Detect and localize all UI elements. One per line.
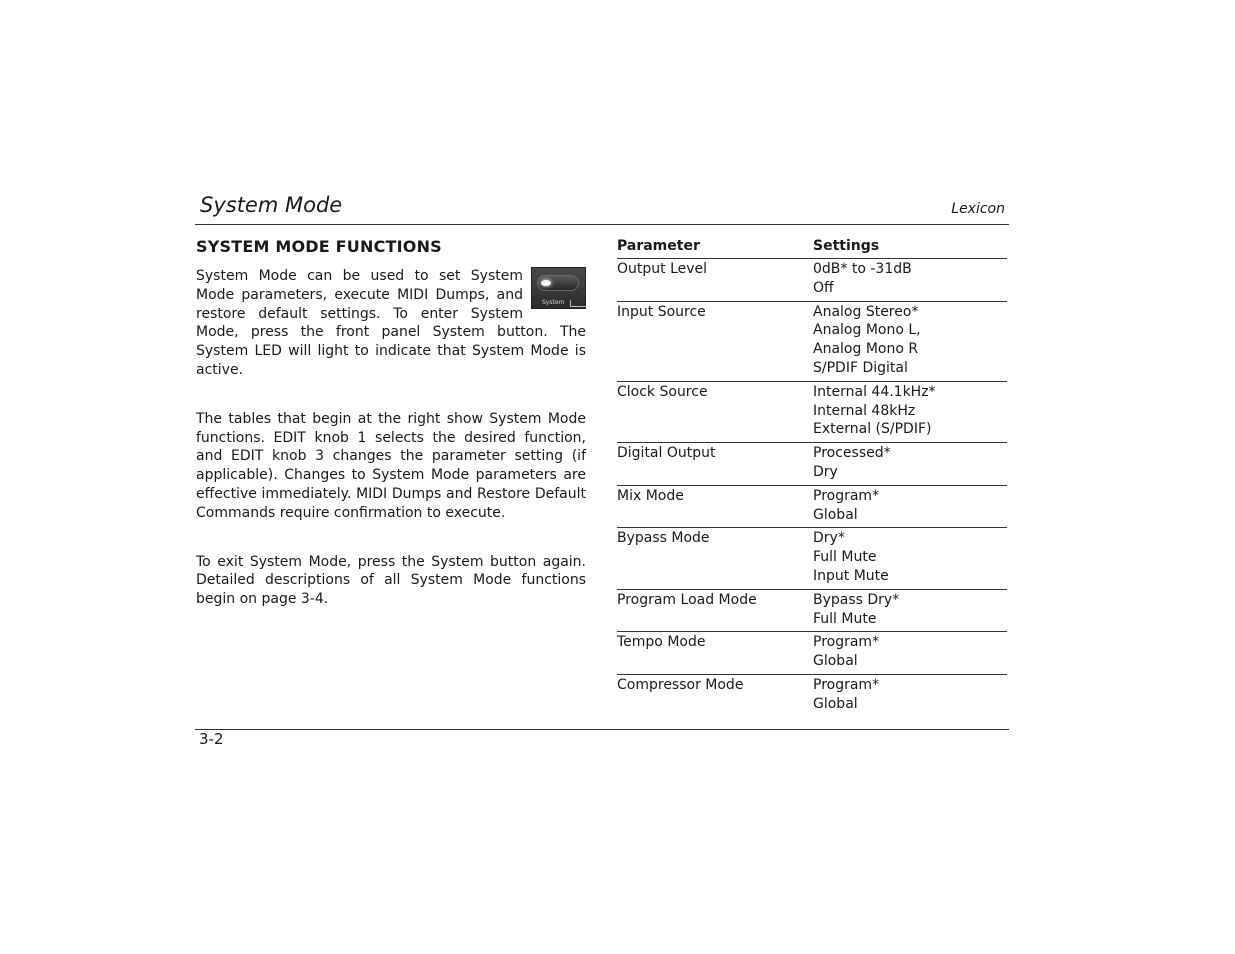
settings-list [813, 383, 1007, 439]
settings-cell [813, 383, 1007, 439]
settings-cell [813, 591, 1007, 629]
settings-list [813, 260, 1007, 298]
table-row [617, 443, 1007, 486]
section-heading: SYSTEM MODE FUNCTIONS [196, 237, 442, 256]
setting-option: S/PDIF Digital [813, 359, 908, 376]
settings-list [813, 633, 1007, 671]
table-row [617, 528, 1007, 589]
settings-cell [813, 260, 1007, 298]
parameter-name: Mix Mode [617, 487, 684, 504]
button-label: System [542, 299, 565, 306]
setting-option: External (S/PDIF) [813, 421, 932, 438]
setting-option: Global [813, 506, 858, 523]
table-row [617, 486, 1007, 529]
led-icon [541, 280, 551, 286]
brand-name: Lexicon [951, 201, 1005, 217]
setting-option: Program* [813, 487, 880, 504]
intro-paragraph [196, 267, 586, 380]
setting-option: Input Mute [813, 567, 889, 584]
setting-option: Internal 48kHz [813, 402, 916, 419]
table-header [617, 235, 1007, 259]
settings-list [813, 676, 1007, 714]
table-row [617, 675, 1007, 717]
setting-option: Bypass Dry* [813, 591, 900, 608]
bracket-icon [570, 300, 586, 307]
settings-list [813, 444, 1007, 482]
page-title: System Mode [200, 193, 343, 217]
setting-option: Global [813, 695, 858, 712]
setting-option: Full Mute [813, 610, 877, 627]
exit-paragraph: To exit System Mode, press the System button again. Detailed descriptions of all System Mode functions begin on page 3-4. [196, 553, 586, 608]
setting-option: Program* [813, 634, 880, 651]
parameter-name: Program Load Mode [617, 591, 757, 608]
table-row [617, 259, 1007, 302]
header-parameter: Parameter [617, 238, 700, 254]
setting-option: Analog Stereo* [813, 303, 919, 320]
tables-paragraph: The tables that begin at the right show System Mode functions. EDIT knob 1 selects the desired function, and EDIT knob 3 changes the parameter setting (if applicable). Changes to System Mode parameters are effective immediately. MIDI Dumps and Restore Default Commands require confirmation to execute. [196, 410, 586, 521]
settings-cell [813, 633, 1007, 671]
system-button-image [531, 267, 586, 309]
settings-cell [813, 676, 1007, 714]
settings-list [813, 529, 1007, 585]
settings-list [813, 591, 1007, 629]
table-row [617, 590, 1007, 633]
parameter-name: Clock Source [617, 383, 708, 400]
settings-list [813, 303, 1007, 378]
setting-option: Full Mute [813, 549, 877, 566]
setting-option: Processed* [813, 445, 891, 462]
parameter-name: Output Level [617, 261, 708, 277]
setting-option: Global [813, 653, 858, 670]
setting-option: Internal 44.1kHz* [813, 383, 936, 400]
table-row [617, 382, 1007, 443]
settings-cell [813, 303, 1007, 378]
setting-option: Analog Mono L, [813, 322, 921, 339]
parameter-name: Compressor Mode [617, 676, 744, 693]
setting-option: Analog Mono R [813, 341, 919, 358]
table-row [617, 632, 1007, 675]
settings-cell [813, 487, 1007, 525]
settings-list [813, 487, 1007, 525]
header-rule [195, 224, 1009, 225]
setting-option: 0dB* to -31dB [813, 261, 912, 277]
setting-option: Dry [813, 463, 838, 480]
settings-table [617, 235, 1007, 717]
table-body [617, 259, 1007, 717]
intro-text: System Mode can be used to set System Mode parameters, execute MIDI Dumps, and restore default settings. To enter System Mode, press the front panel System button. The System LED will light to indicate that System Mode is active. [196, 268, 586, 378]
setting-option: Dry* [813, 530, 845, 547]
left-column [196, 234, 586, 609]
parameter-name: Tempo Mode [617, 634, 706, 651]
header-settings: Settings [813, 238, 880, 254]
settings-cell [813, 529, 1007, 585]
footer-rule [195, 729, 1009, 730]
page-number: 3-2 [199, 730, 224, 748]
parameter-name: Input Source [617, 303, 706, 320]
parameter-name: Digital Output [617, 445, 716, 462]
settings-cell [813, 444, 1007, 482]
table-row [617, 302, 1007, 382]
setting-option: Program* [813, 676, 880, 693]
setting-option: Off [813, 279, 834, 296]
parameter-name: Bypass Mode [617, 530, 710, 547]
